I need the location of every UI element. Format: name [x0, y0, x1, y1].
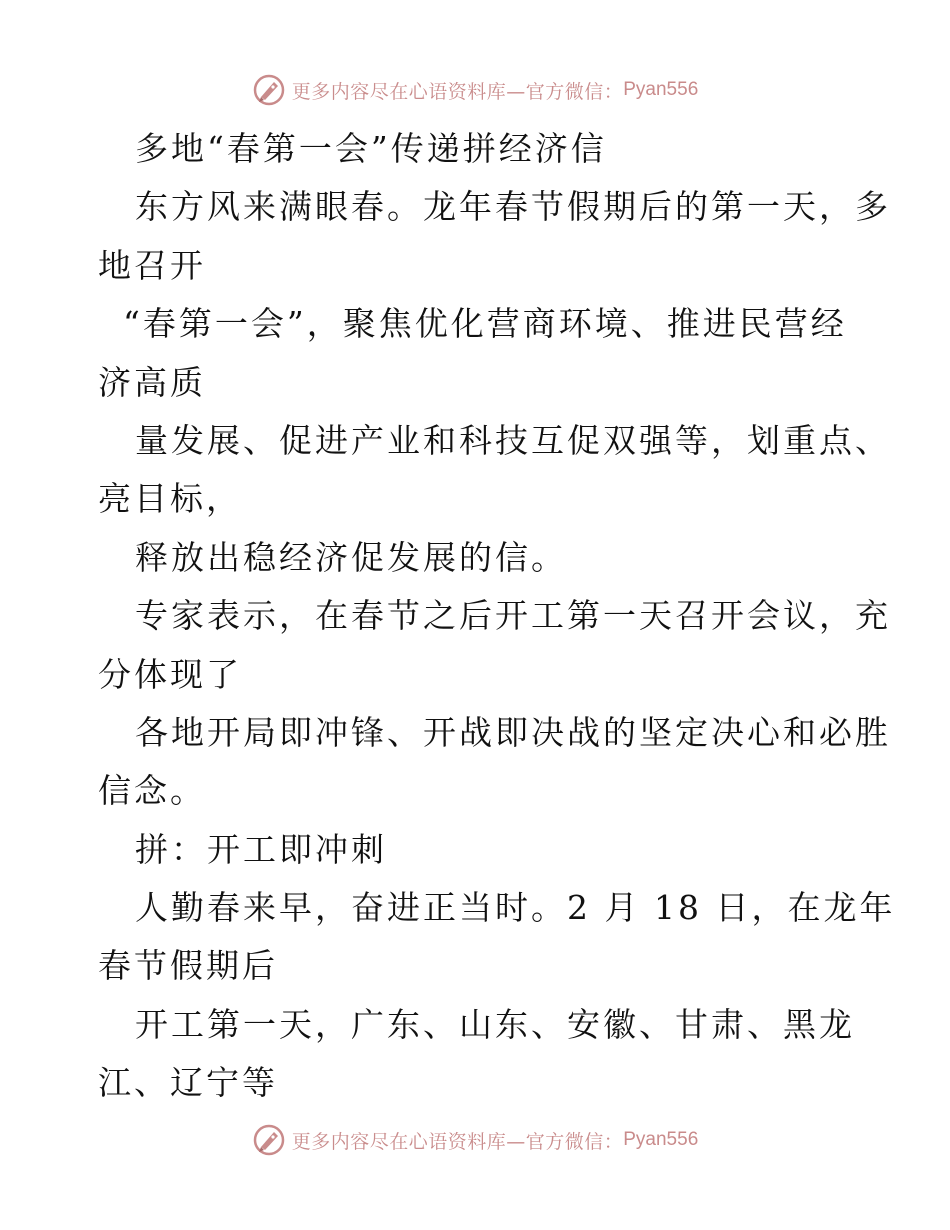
paragraph-line: 亮目标， — [98, 479, 242, 519]
paragraph-line: 春节假期后 — [98, 946, 278, 986]
document-title: 多地“春第一会”传递拼经济信 — [135, 129, 607, 168]
watermark-text: 更多内容尽在心语资料库—官方微信： — [291, 80, 624, 103]
paragraph-line: 各地开局即冲锋、开战即决战的坚定决心和必胜 — [135, 712, 891, 752]
watermark-handle: Pyan556 — [623, 1129, 699, 1150]
paragraph-line: “春第一会”，聚焦优化营商环境、推进民营经 — [123, 304, 847, 344]
paragraph-line: 释放出稳经济促发展的信。 — [135, 537, 567, 577]
section-heading: 拼：开工即冲刺 — [135, 829, 387, 869]
paragraph-line: 开工第一天，广东、山东、安徽、甘肃、黑龙 — [135, 1004, 855, 1044]
paragraph-line: 专家表示，在春节之后开工第一天召开会议，充 — [135, 596, 891, 636]
document-body — [98, 120, 896, 1113]
paragraph-line: 量发展、促进产业和科技互促双强等，划重点、 — [135, 420, 891, 460]
paragraph-line: 信念。 — [98, 771, 206, 811]
paragraph-line: 人勤春来早，奋进正当时。2 月 18 日，在龙年 — [135, 888, 896, 928]
watermark-handle: Pyan556 — [623, 79, 699, 100]
paragraph-line: 分体现了 — [98, 654, 242, 694]
pen-nib-logo-icon — [252, 1123, 286, 1157]
paragraph-line: 地召开 — [98, 245, 206, 285]
header-watermark — [0, 70, 950, 110]
watermark-text: 更多内容尽在心语资料库—官方微信： — [291, 1130, 624, 1153]
paragraph-line: 江、辽宁等 — [98, 1063, 278, 1103]
footer-watermark — [0, 1120, 950, 1160]
paragraph-line: 济高质 — [98, 362, 206, 402]
paragraph-line: 东方风来满眼春。龙年春节假期后的第一天，多 — [135, 187, 891, 227]
pen-nib-logo-icon — [252, 73, 286, 107]
